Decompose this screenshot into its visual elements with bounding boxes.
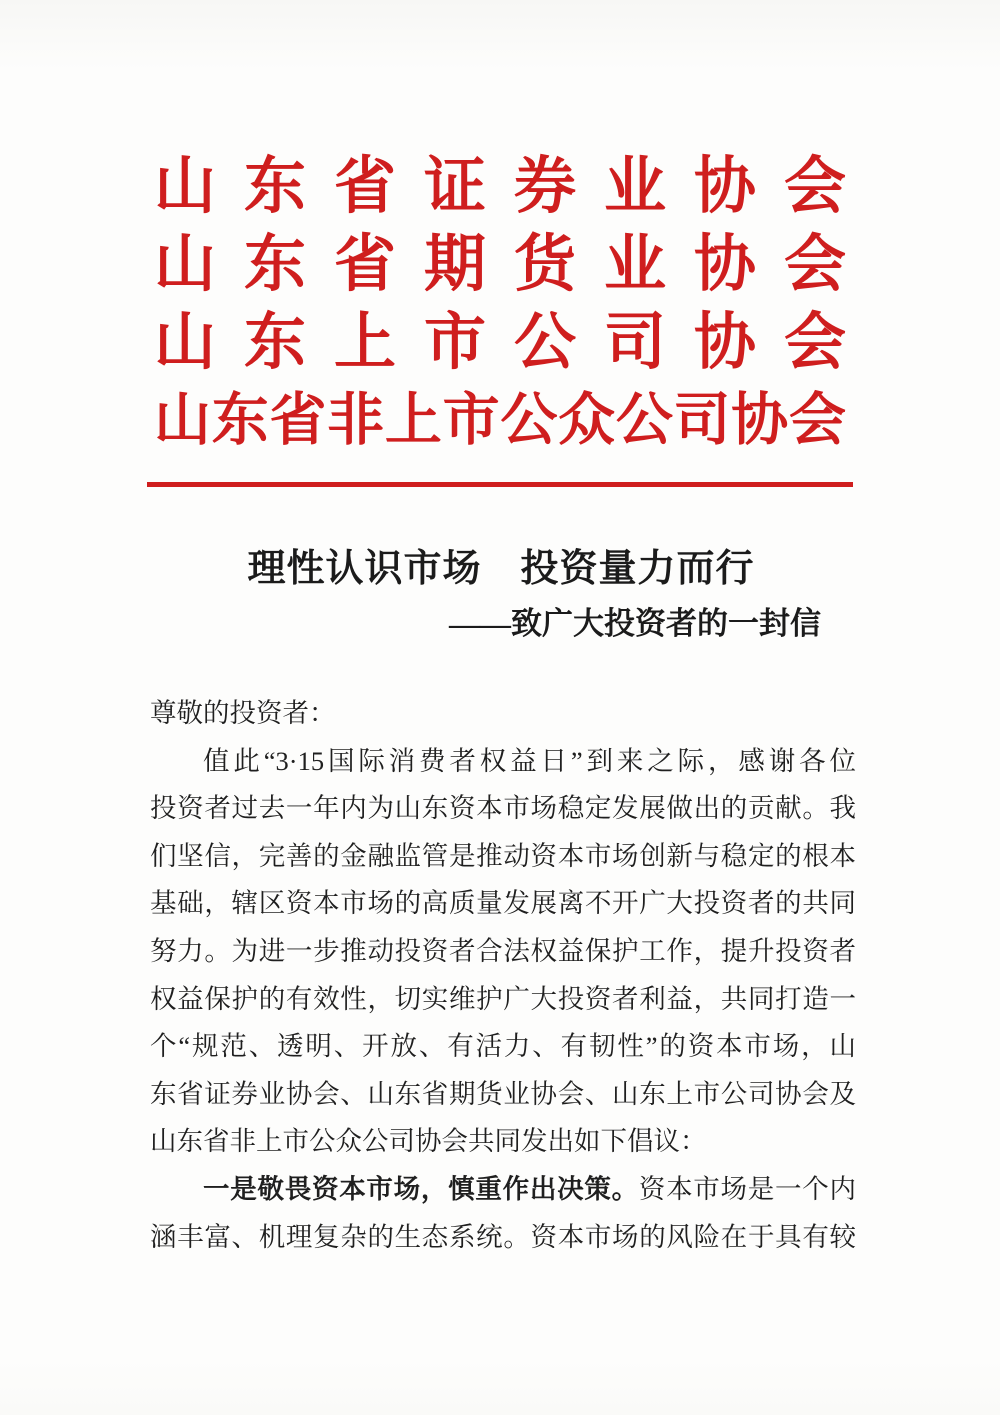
letterhead-line: 山东省期货业协会	[154, 231, 846, 299]
paragraph-lead-bold: 一是敬畏资本市场，慎重作出决策。	[203, 1173, 639, 1204]
body-line: 基础，辖区资本市场的高质量发展离不开广大投资者的共同	[150, 888, 856, 919]
body-line: 投资者过去一年内为山东资本市场稳定发展做出的贡献。我	[150, 793, 856, 824]
letter-subtitle: ——致广大投资者的一封信	[449, 606, 821, 641]
body-line: 尊敬的投资者：	[150, 698, 336, 728]
body-line: 权益保护的有效性，切实维护广大投资者利益，共同打造一	[150, 983, 856, 1014]
body-line: 涵丰富、机理复杂的生态系统。资本市场的风险在于具有较	[150, 1221, 856, 1252]
letterhead-line: 山东省证券业协会	[154, 153, 846, 221]
body-line: 一是敬畏资本市场，慎重作出决策。资本市场是一个内	[203, 1173, 857, 1204]
letterhead-line: 山东上市公司协会	[154, 309, 846, 377]
body-line: 值此“3·15国际消费者权益日”到来之际，感谢各位	[203, 745, 856, 776]
letterhead	[154, 148, 846, 460]
body-line: 山东省非上市公众公司协会共同发出如下倡议：	[150, 1126, 707, 1157]
body-line: 东省证券业协会、山东省期货业协会、山东上市公司协会及	[150, 1078, 856, 1109]
body-line: 努力。为进一步推动投资者合法权益保护工作，提升投资者	[150, 935, 856, 966]
body-text	[150, 690, 856, 1261]
letterhead-line: 山东省非上市公众公司协会	[154, 389, 846, 452]
letterhead-rule	[147, 482, 853, 487]
letter-title: 理性认识市场 投资量力而行	[247, 548, 755, 590]
body-line: 个“规范、透明、开放、有活力、有韧性”的资本市场，山	[150, 1031, 856, 1062]
body-line: 们坚信，完善的金融监管是推动资本市场创新与稳定的根本	[150, 840, 856, 871]
